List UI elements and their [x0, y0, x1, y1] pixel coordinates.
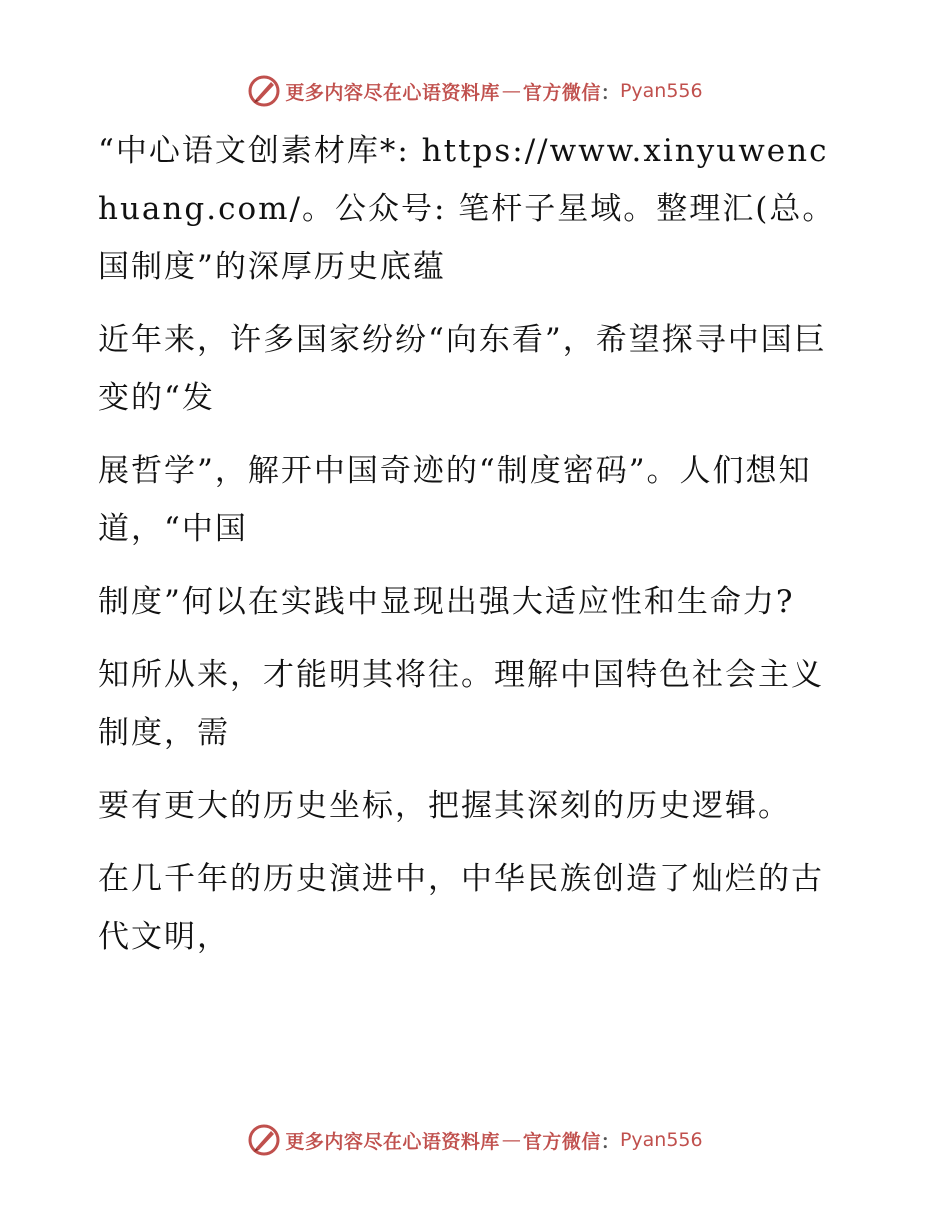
watermark-colon: ：	[600, 81, 620, 104]
quill-logo-icon	[247, 74, 281, 108]
paragraph-6: 要有更大的历史坐标，把握其深刻的历史逻辑。	[98, 788, 791, 824]
watermark-official: 官方微信	[522, 81, 601, 104]
paragraph-5: 知所从来，才能明其将往。理解中国特色社会主义制度，需	[98, 657, 824, 751]
watermark-official: 官方微信	[522, 1130, 601, 1153]
paragraph-3: 展哲学”，解开中国奇迹的“制度密码”。人们想知道，“中国	[98, 453, 812, 547]
document-body	[98, 122, 838, 981]
watermark-title: 更多内容尽在心语资料库	[285, 1130, 500, 1153]
paragraph-7: 在几千年的历史演进中，中华民族创造了灿烂的古代文明，	[98, 861, 824, 955]
paragraph-2: 近年来，许多国家纷纷“向东看”，希望探寻中国巨变的“发	[98, 322, 827, 416]
watermark-title: 更多内容尽在心语资料库	[285, 81, 500, 104]
paragraph-4: 制度”何以在实践中显现出强大适应性和生命力?	[98, 584, 795, 620]
header-watermark	[0, 71, 950, 111]
quill-logo-icon	[247, 1123, 281, 1157]
watermark-dash: —	[501, 1129, 521, 1151]
paragraph-1: “中心语文创素材库*: https://www.xinyuwenchuang.com/。公众号: 笔杆子星域。整理汇(总。国制度”的深厚历史底蕴	[98, 133, 836, 285]
watermark-id: Pyan556	[619, 1129, 703, 1151]
watermark-dash: —	[501, 80, 521, 102]
watermark-id: Pyan556	[619, 80, 703, 102]
watermark-colon: ：	[600, 1130, 620, 1153]
footer-watermark	[0, 1120, 950, 1160]
